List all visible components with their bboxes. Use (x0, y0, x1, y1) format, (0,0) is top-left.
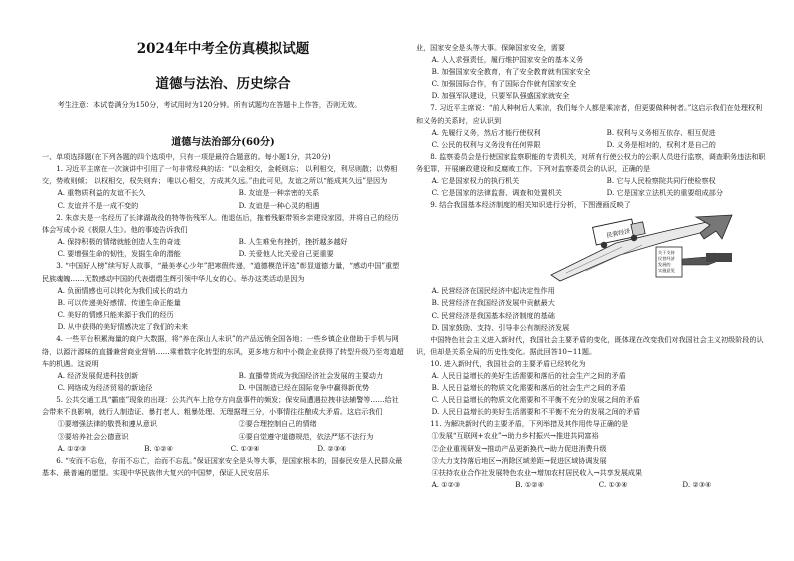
q3-option-d: D. 从中获得的美好情感决定了我们的未来 (57, 322, 189, 332)
q11-statement-4: ④扶持农业合作社发展特色农业→增加农村居民收入→共享发展成果 (431, 467, 643, 477)
q4-options-row2 (42, 382, 404, 394)
cartoon-drawing (546, 213, 736, 283)
q5-statements-row1 (42, 418, 404, 430)
q5-option-b: B. ①②④ (144, 443, 174, 453)
q1-option-a: A. 重物质利益的友谊不长久 (57, 188, 146, 198)
q4-option-a: A. 经济发展促进科技创新 (57, 370, 139, 380)
q11-option-b: B. ①②④ (515, 479, 545, 489)
q8-option-b: B. 它与人民检察院共同行使检察权 (606, 176, 716, 186)
cartoon-sign-text: 民营经济 (605, 228, 631, 240)
sleeve-shape (706, 253, 732, 262)
q6-option-b: B. 加强国家安全教育，有了安全教育就有国家安全 (431, 67, 591, 77)
right-column (416, 42, 766, 491)
q5-statements-row2 (42, 431, 404, 443)
q10-option-c: C. 人民日益增长的物质文化需要和不平衡不充分的发展之间的矛盾 (431, 395, 640, 405)
q5-statement-1: ①要增强法律的敬畏和遵从意识 (57, 419, 157, 429)
q6-stem-continued: 业，国家安全是头等大事。保障国家安全，需要 (416, 43, 565, 52)
truck-wheel-icon (601, 242, 607, 248)
exam-notice (42, 99, 404, 112)
q8-option-c: C. 它是国家的法律监督、调查和处置机关 (431, 188, 562, 198)
q9-cartoon (546, 213, 736, 283)
truck-wheel-icon (631, 235, 637, 241)
notice-text: 考生注意：本试卷满分为150分，考试用时为120分钟。所有试题均在答题卡上作答，否则无效。 (57, 100, 362, 109)
section-title: 道德与法治部分(60分) (171, 137, 275, 148)
q3-option-b: B. 可以传递美好感情、传递生命正能量 (57, 297, 181, 307)
q7-option-b: B. 权利与义务相互依存、相互促进 (606, 127, 716, 137)
q10-option-b: B. 人民日益增长的物质文化需要和落后的社会生产之间的矛盾 (431, 383, 626, 393)
q2-options-row2 (42, 248, 404, 260)
q11-stem: 11. 为解决新时代的主要矛盾，下列举措及其作用传导正确的是 (430, 419, 629, 429)
q1-option-d: D. 友谊是一种心灵的相遇 (238, 200, 320, 210)
q1-options-row2 (42, 200, 404, 212)
q3-option-c: C. 美好的情感只能来源于我们的经历 (57, 310, 174, 320)
q8-options-row2 (416, 187, 766, 199)
part1-heading: 一、单项选择题(在下列各题的四个选项中，只有一项是最符合题意的。每小题1分，共20分) (42, 152, 331, 161)
q6-option-d: D. 加强军队建设，只要军队强盛国家就安全 (431, 91, 570, 101)
q1-option-c: C. 友谊并不是一成不变的 (57, 200, 139, 210)
exam-title: 2024年中考全仿真模拟试题 (136, 41, 310, 57)
q11-option-c: C. ①③④ (598, 479, 628, 489)
q5-stem: 5. 公共交通工具“霸座”现象的出现：公共汽车上抢夺方向盘事件的频发；保安局遭遇拉拽非法辅警等……给社会带来不良影响，就行人制造证、暴打老人、粗暴处理、无理据理三分，小事情往往酿成大矛盾。这启示我们 (42, 395, 399, 417)
q11-statement-2: ②企业重视研发→推动产品更新换代→助力促进消费升级 (431, 443, 607, 453)
q4-option-c: C. 网络成为经济贸易的新途径 (57, 382, 153, 392)
q3-stem: 3. “中国好人榜”续写好人故事，“最美孝心少年”把寒假传递，“道德模范评选”彰显道德力量，“感动中国”重塑民族魂魄……无数感动中国的代表熠熠生辉引领中华儿女的心。举办这类活动是因为 (42, 261, 400, 283)
q9-option-d: D. 国家鼓励、支持、引导非公有制经济发展 (431, 322, 570, 332)
q1-options-row1 (42, 187, 404, 199)
q6-option-a: A. 人人求强责任，履行维护国家安全的基本义务 (431, 55, 584, 65)
q5-option-a: A. ①②③ (57, 443, 87, 453)
q7-option-c: C. 公民的权利与义务没有任何界限 (431, 139, 541, 149)
q11-statement-3: ③大力支持落后地区→消除区域差距→促进区域协调发展 (431, 455, 607, 465)
q11-option-a: A. ①②③ (431, 479, 461, 489)
q8-option-d: D. 它是国家立法机关的重要组成部分 (606, 188, 723, 198)
q2-option-d: D. 关爱他人比关爱自己更重要 (238, 249, 334, 259)
q10-11-material: 中国特色社会主义进入新时代，我国社会主要矛盾的变化，既体现在改变我们对我国社会主义初级阶段的认识，但却是关系全局的历史性变化。据此回答10~11题。 (416, 334, 764, 356)
cartoon-doc-line4: 实施意见 (658, 268, 675, 274)
cartoon-doc-line3: 发展的 (658, 262, 671, 268)
q4-stem: 4. 一些平台积累海量的商户大数据，将“养在深山人未识”的产品远销全国各地；一些乡镇企业借助于手机与网络，以源汁源味的直播兼营商业营销……乘着数字化转型的东风，更多地方和中小微企业获得了转型升级乃至弯道超车的机遇。这说明 (42, 334, 404, 368)
q4-options-row1 (42, 370, 404, 382)
exam-subtitle: 道德与法治、历史综合 (155, 76, 291, 92)
q2-options-row1 (42, 236, 404, 248)
q11-statement-1: ①发展“互联网+农业”→助力乡村振兴→推进共同富裕 (431, 431, 599, 441)
left-column (42, 151, 404, 479)
q2-option-b: B. 人生难免有挫折，挫折越多越好 (238, 237, 348, 247)
q2-stem: 2. 朱彦夫是一名经历了长津湖战役的特等伤残军人。他退伍后，拖着残躯带领乡亲建设家园，并将自己的经历体会写成小说《极限人生》。他的事迹告诉我们 (42, 212, 399, 234)
q7-option-a: A. 先履行义务，然后才能行使权利 (431, 127, 541, 137)
q3-option-a: A. 负面情感也可以转化为我们成长的动力 (57, 285, 188, 295)
q6-option-c: C. 加强国际合作，有了国际合作就有国家安全 (431, 79, 577, 89)
q10-stem: 10. 进入新时代，我国社会的主要矛盾已经转化为 (430, 358, 586, 368)
q9-option-c: C. 民营经济是我国基本经济制度的基础 (431, 310, 555, 320)
cartoon-doc-line2: 民营经济 (658, 256, 675, 262)
q5-options (42, 443, 404, 455)
q9-option-a: A. 民营经济在国民经济中起决定性作用 (431, 286, 555, 296)
q2-option-a: A. 保持积极的情绪就能创造人生的奇迹 (57, 237, 181, 247)
q11-option-d: D. ②③④ (682, 479, 712, 489)
q4-option-b: B. 直播带货成为我国经济社会发展的主要动力 (238, 370, 384, 380)
cartoon-doc-line1: 关于支持 (658, 250, 675, 256)
q5-statement-3: ③要培养社会公德意识 (57, 431, 129, 441)
q8-option-a: A. 它是国家权力的执行机关 (431, 176, 520, 186)
q5-statement-4: ④要自觉遵守道德规范，依法严惩不法行为 (238, 431, 374, 441)
q1-stem: 1. 习近平主席在一次演讲中引用了一句非常经典的话：“以金相交，金耗则忘； 以利相交，利尽则散；以势相交，势败则倾； 以权相交，权失则弃； 唯以心相交，方成其久远。”由此可见，友谊之所以“能成其久远”是因为 (42, 164, 398, 186)
q5-statement-2: ②要合理控制自己的情绪 (238, 419, 317, 429)
q7-options-row2 (416, 139, 766, 151)
q11-options (416, 479, 766, 491)
q7-stem: 7. 习近平主席说：“前人种树后人乘凉，我们每个人都是乘凉者，但更要做种树者。”这启示我们在处理权利和义务的关系时，应认识到 (416, 103, 763, 125)
q8-stem: 8. 监察委员会是行使国家监察职能的专责机关，对所有行使公权力的公职人员进行监察，调查职务违法和职务犯罪，开展廉政建设和反腐败工作。下列对监察委员会的认识，正确的是 (416, 151, 766, 173)
q1-option-b: B. 友谊是一种亲密的关系 (238, 188, 320, 198)
q5-option-d: D. ②③④ (317, 443, 347, 453)
q8-options-row1 (416, 175, 766, 187)
q5-option-c: C. ①③④ (230, 443, 260, 453)
truck-cab (631, 222, 645, 236)
q10-option-a: A. 人民日益增长的美好生活需要和落后的社会生产之间的矛盾 (431, 370, 626, 380)
q4-option-d: D. 中国制造已经在国际竞争中赢得新优势 (238, 382, 370, 392)
q10-option-d: D. 人民日益增长的美好生活需要和不平衡不充分的发展之间的矛盾 (431, 407, 641, 417)
q7-option-d: D. 义务是相对的，权利才是自己的 (606, 139, 716, 149)
q2-option-c: C. 要增强生命的韧性，发掘生命的潜能 (57, 249, 181, 259)
q7-options-row1 (416, 127, 766, 139)
q9-option-b: B. 民营经济在我国经济发展中贡献最大 (431, 298, 555, 308)
q6-stem: 6. “安而不忘危，存而不忘亡，治而不忘乱。”保证国家安全是头等大事，是国家根本的，国泰民安是人民群众最基本、最普遍的愿望。实现中华民族伟大复兴的中国梦，保证人民安居乐 (42, 455, 403, 478)
q9-stem: 9. 结合我国基本经济制度的相关知识进行分析，下图漫画反映了 (430, 200, 631, 210)
